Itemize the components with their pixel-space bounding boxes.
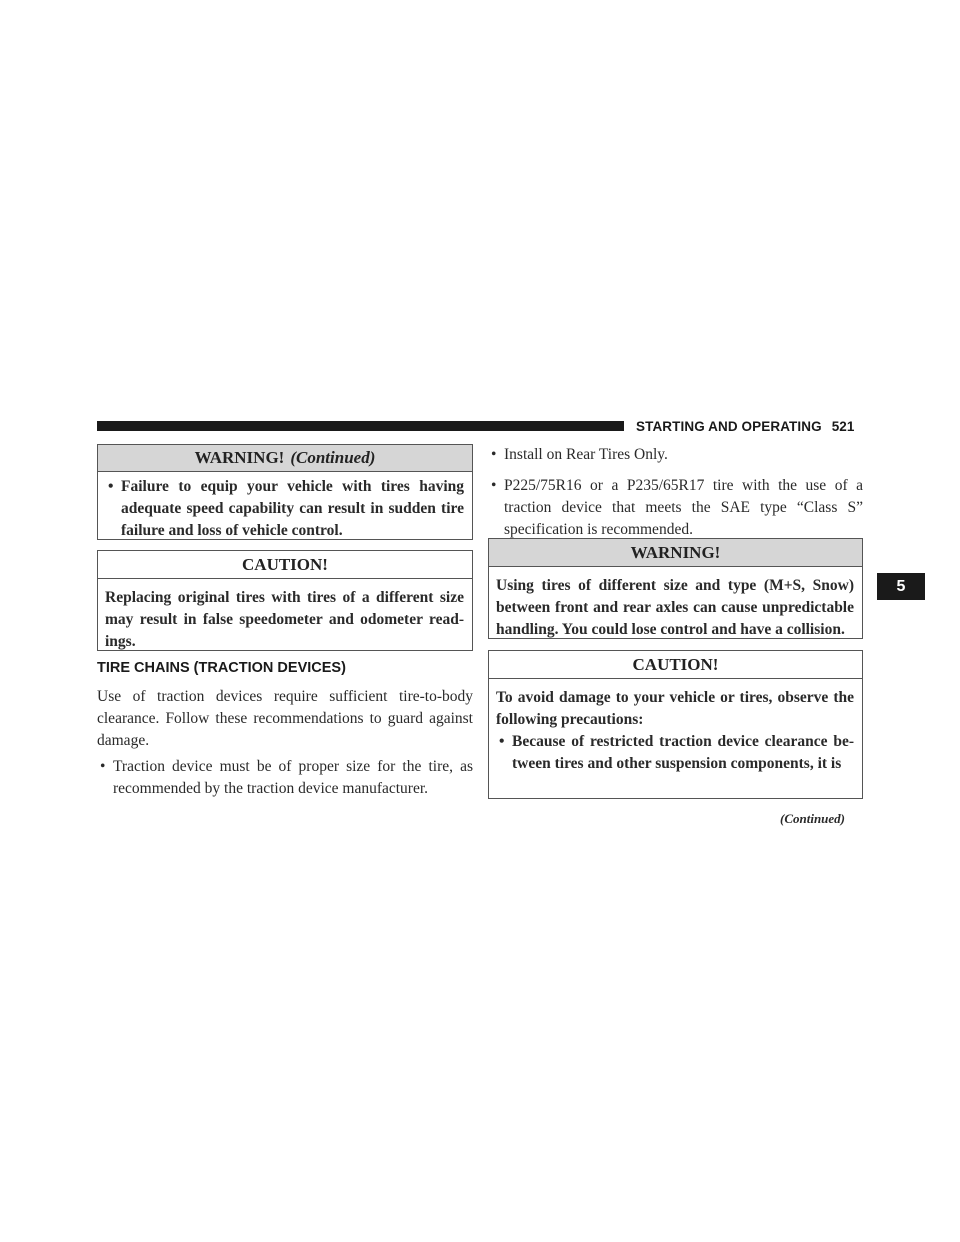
section-title: STARTING AND OPERATING xyxy=(636,419,822,434)
bullet-dot: • xyxy=(491,477,497,494)
warning-bullet: • Failure to equip your vehicle with tires having adequate speed capability can result in sudden tire failure and loss of vehicle control. xyxy=(105,476,464,542)
list-item-text: Install on Rear Tires Only. xyxy=(504,446,668,463)
intro-paragraph: Use of traction devices require sufficient tire-to-body clearance. Follow these recommendations to guard against damage. xyxy=(97,688,473,749)
warning-label: WARNING! xyxy=(194,448,285,467)
list-item xyxy=(488,444,863,466)
caution-title: CAUTION! xyxy=(98,551,472,579)
chapter-tab[interactable]: 5 xyxy=(877,573,925,600)
caution-body-right xyxy=(489,679,862,783)
continued-note: (Continued) xyxy=(780,811,846,826)
list-item-text: P225/75R16 or a P235/65R17 tire with the use of a traction device that meets the SAE type “Class S” specification is recommended. xyxy=(504,477,863,538)
caution-box-right xyxy=(488,650,863,799)
caution-box xyxy=(97,550,473,651)
bullet-dot: • xyxy=(491,446,497,463)
warning-title: WARNING! xyxy=(489,539,862,567)
warning-continued-body xyxy=(98,472,472,550)
warning-continued-title xyxy=(98,445,472,472)
caution-bullet: • Because of restricted traction device clearance be-tween tires and other suspension components, it is xyxy=(496,731,854,775)
bullet-dot: • xyxy=(100,758,106,775)
header-rule xyxy=(97,421,624,431)
list-item xyxy=(97,756,473,800)
page-number: 521 xyxy=(831,419,855,434)
continued-label: (Continued) xyxy=(290,448,376,467)
warning-box xyxy=(488,538,863,639)
caution-intro: To avoid damage to your vehicle or tires, observe the following precautions: xyxy=(496,689,854,728)
list-item xyxy=(488,475,863,541)
caution-title-right: CAUTION! xyxy=(489,651,862,679)
warning-body: Using tires of different size and type (M+S, Snow) between front and rear axles can cause unpredictable handling. You could lose control and have a collision. xyxy=(496,577,854,638)
warning-continued-box xyxy=(97,444,473,540)
section-heading: TIRE CHAINS (TRACTION DEVICES) xyxy=(97,660,346,676)
list-item-text: Traction device must be of proper size for the tire, as recommended by the traction device manufacturer. xyxy=(113,758,473,797)
running-header xyxy=(636,419,855,434)
caution-body: Replacing original tires with tires of a different size may result in false speedometer and odometer read-ings. xyxy=(105,589,464,650)
